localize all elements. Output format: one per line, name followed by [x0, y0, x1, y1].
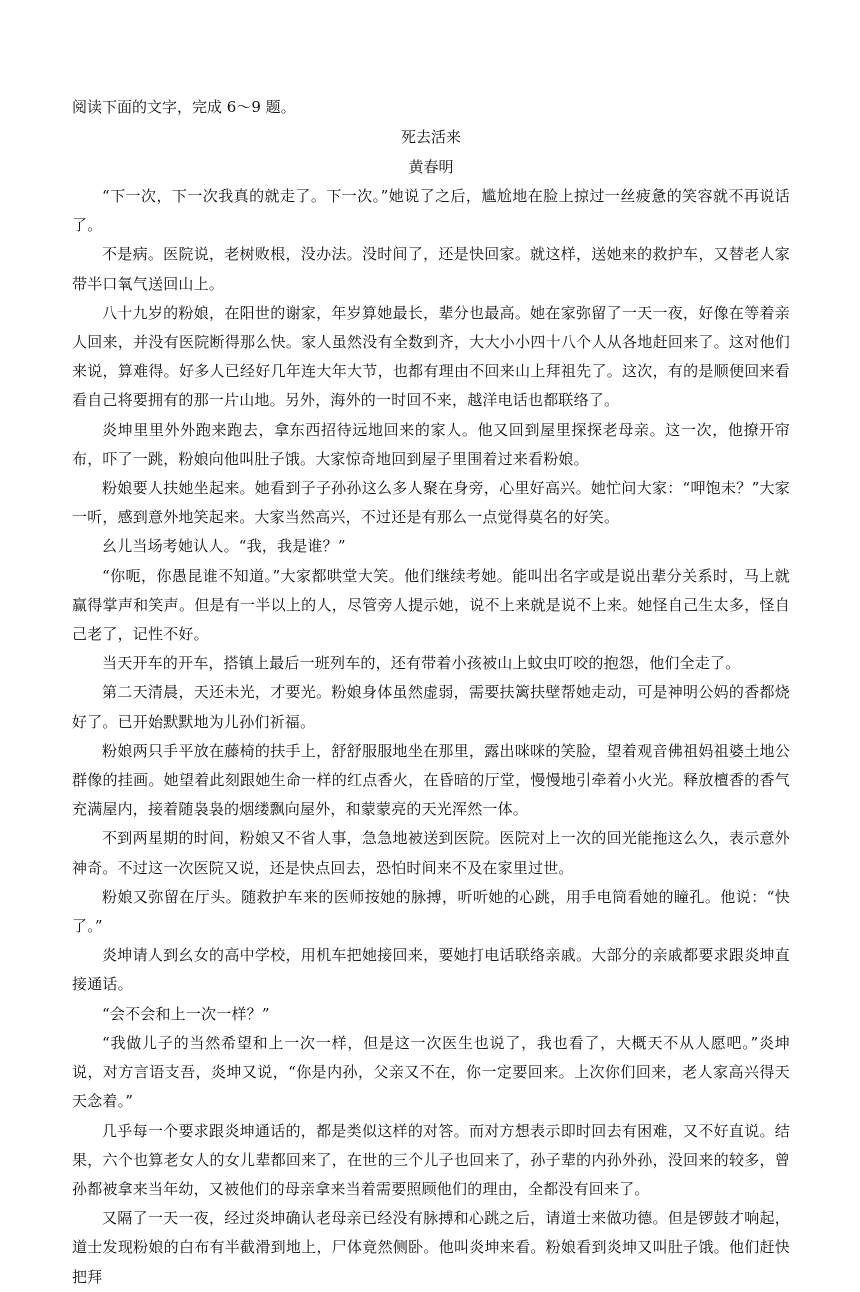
paragraph: 不到两星期的时间，粉娘又不省人事，急急地被送到医院。医院对上一次的回光能拖这么久，表示意外神奇。不过这一次医院又说，还是快点回去，恐怕时间来不及在家里过世。 [72, 829, 790, 877]
paragraph: 粉娘要人扶她坐起来。她看到子子孙孙这么多人聚在身旁，心里好高兴。她忙问大家：“呷饱未？”大家一听，感到意外地笑起来。大家当然高兴，不过还是有那么一点觉得莫名的好笑。 [72, 479, 790, 527]
paragraph: 粉娘又弥留在厅头。随救护车来的医师按她的脉搏，听听她的心跳，用手电筒看她的瞳孔。他说：“快了。” [72, 887, 790, 936]
paragraph: 不是病。医院说，老树败根，没办法。没时间了，还是快回家。就这样，送她来的救护车，又替老人家带半口氧气送回山上。 [72, 245, 790, 293]
paragraph: 幺儿当场考她认人。“我，我是谁？” [102, 537, 346, 556]
paragraph: 粉娘两只手平放在藤椅的扶手上，舒舒服服地坐在那里，露出咪咪的笑脸，望着观音佛祖妈祖婆土地公群像的挂画。她望着此刻跟她生命一样的红点香火，在昏暗的厅堂，慢慢地引牵着小火光。释放檀香的香气充满屋内，接着随袅袅的烟缕飘向屋外，和蒙蒙亮的天光浑然一体。 [72, 741, 790, 819]
paragraph: “你呃，你愚昆谁不知道。”大家都哄堂大笑。他们继续考她。能叫出名字或是说出辈分关系时，马上就赢得掌声和笑声。但是有一半以上的人，尽管旁人提示她，说不上来就是说不上来。她怪自己生太多，怪自己老了，记性不好。 [72, 566, 790, 644]
paragraph: “会不会和上一次一样？” [102, 1004, 270, 1023]
document-page [72, 92, 790, 1292]
paragraph: 又隔了一天一夜，经过炎坤确认老母亲已经没有脉搏和心跳之后，请道士来做功德。但是锣鼓才响起，道士发现粉娘的白布有半截滑到地上，尸体竟然侧卧。他叫炎坤来看。粉娘看到炎坤又叫肚子饿。他们赶快把拜 [72, 1209, 790, 1286]
article-author: 黄春明 [408, 158, 454, 176]
paragraph: 当天开车的开车，搭镇上最后一班列车的，还有带着小孩被山上蚊虫叮咬的抱怨，他们全走了。 [102, 654, 741, 673]
paragraph: 第二天清晨，天还未光，才要光。粉娘身体虽然虚弱，需要扶篱扶壁帮她走动，可是神明公妈的香都烧好了。已开始默默地为儿孙们祈福。 [72, 683, 790, 731]
article-title: 死去活来 [400, 128, 461, 146]
paragraph: “我做儿子的当然希望和上一次一样，但是这一次医生也说了，我也看了，大概天不从人愿吧。”炎坤说，对方言语支吾，炎坤又说，“你是内孙，父亲又不在，你一定要回来。上次你们回来，老人家高兴得天天念着。” [72, 1033, 790, 1111]
paragraph: 八十九岁的粉娘，在阳世的谢家，年岁算她最长，辈分也最高。她在家弥留了一天一夜，好像在等着亲人回来，并没有医院断得那么快。家人虽然没有全数到齐，大大小小四十八个人从各地赶回来了。这对他们来说，算难得。好多人已经好几年连大年大节，也都有理由不回来山上拜祖先了。这次，有的是顺便回来看看自己将要拥有的那一片山地。另外，海外的一时回不来，越洋电话也都联络了。 [72, 303, 790, 410]
article-body [72, 182, 790, 1292]
paragraph: “下一次，下一次我真的就走了。下一次。”她说了之后，尴尬地在脸上掠过一丝疲惫的笑容就不再说话了。 [72, 187, 790, 235]
paragraph: 炎坤请人到幺女的高中学校，用机车把她接回来，要她打电话联络亲戚。大部分的亲戚都要求跟炎坤直接通话。 [72, 946, 790, 994]
paragraph: 炎坤里里外外跑来跑去，拿东西招待远地回来的家人。他又回到屋里探探老母亲。这一次，他撩开帘布，吓了一跳，粉娘向他叫肚子饿。大家惊奇地回到屋子里围着过来看粉娘。 [72, 420, 790, 468]
reading-instruction: 阅读下面的文字，完成 6～9 题。 [72, 98, 296, 116]
paragraph: 几乎每一个要求跟炎坤通话的，都是类似这样的对答。而对方想表示即时回去有困难，又不好直说。结果，六个也算老女人的女儿辈都回来了，在世的三个儿子也回来了，孙子辈的内孙外孙，没回来的较多，曾孙都被拿来当年幼，又被他们的母亲拿来当着需要照顾他们的理由，全都没有回来了。 [72, 1121, 790, 1198]
